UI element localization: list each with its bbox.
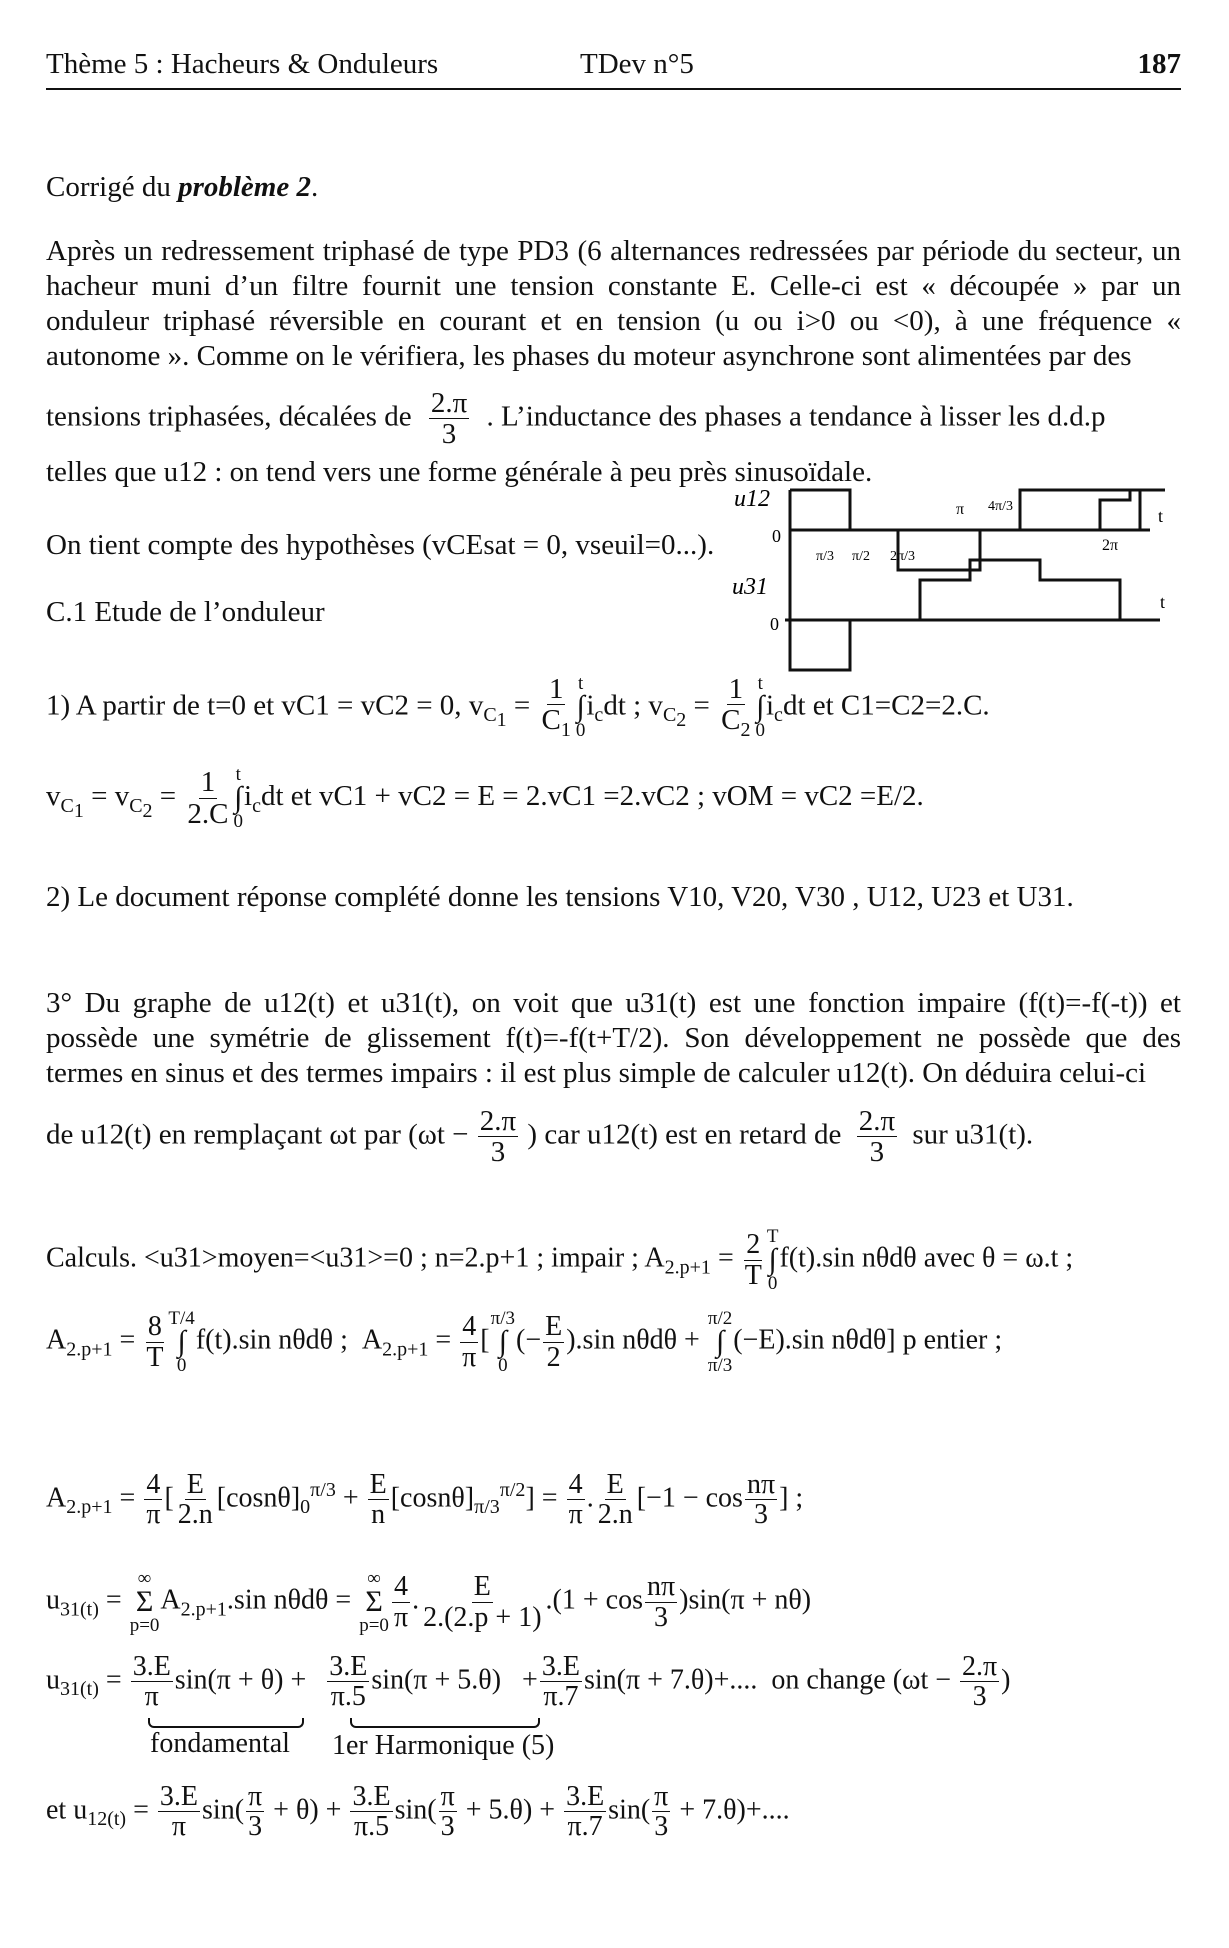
- fraction: [596, 1470, 635, 1530]
- fraction: [327, 1652, 369, 1712]
- frac-den: π.5: [330, 1681, 366, 1713]
- corrige-emph: problème 2: [178, 171, 311, 203]
- fraction: [567, 1470, 585, 1530]
- frac-den: 3: [248, 1811, 263, 1843]
- frac-den: π: [462, 1341, 477, 1373]
- header-center: TDev n°5: [580, 48, 694, 80]
- fraction: [719, 674, 752, 741]
- fraction: [540, 1652, 582, 1712]
- integral: [708, 1310, 732, 1375]
- int-lower: 0: [767, 1272, 778, 1294]
- int-upper: t: [577, 673, 584, 695]
- label-fondamental: fondamental: [150, 1728, 290, 1759]
- int-upper: π/2: [707, 1308, 733, 1329]
- integral: [755, 675, 765, 740]
- int-lower: 0: [755, 719, 765, 741]
- q3-line-last: [46, 1106, 1033, 1168]
- fraction: [439, 1782, 457, 1842]
- sketch-u31-label: u31: [732, 574, 768, 600]
- q3-text-b2: ) car u12(t) est en retard de: [527, 1118, 842, 1151]
- frac-num: 4: [146, 1469, 161, 1500]
- frac-num: 4: [462, 1311, 477, 1343]
- sum-sign: Σ: [365, 1585, 383, 1619]
- sketch-pi: π: [956, 501, 965, 518]
- calc-on-change: on change (ωt −: [771, 1664, 952, 1696]
- int-lower: 0: [176, 1354, 187, 1376]
- fraction: [392, 1572, 410, 1632]
- sketch-u12-label: u12: [734, 486, 770, 512]
- frac-num: π: [440, 1781, 455, 1812]
- frac-den: 2.n: [177, 1499, 213, 1531]
- frac-den: π.5: [353, 1811, 390, 1843]
- fraction: [857, 1106, 897, 1168]
- fraction: [745, 1470, 777, 1530]
- frac-num: 4: [394, 1571, 408, 1603]
- int-upper: t: [757, 673, 763, 695]
- intro-dephasage-text: tensions triphasées, décalées de: [46, 400, 412, 433]
- fraction: [176, 1470, 215, 1530]
- frac-num: 1: [728, 673, 744, 705]
- sketch-pi3: π/3: [816, 549, 834, 564]
- frac-num: nπ: [746, 1469, 776, 1500]
- fraction: [743, 1230, 764, 1290]
- sum-lower: p=0: [359, 1614, 389, 1636]
- sum-sign: Σ: [135, 1585, 154, 1619]
- frac-den: 3: [490, 1136, 506, 1169]
- header-left: Thème 5 : Hacheurs & Onduleurs: [46, 48, 439, 80]
- frac-den: π: [144, 1681, 159, 1713]
- sum-upper: ∞: [137, 1568, 152, 1589]
- int-sign: ∫: [498, 1325, 507, 1359]
- frac-den: 3: [972, 1681, 987, 1713]
- fraction: [960, 1652, 999, 1712]
- frac-den: 2.C: [187, 797, 229, 830]
- frac-den: 2: [546, 1341, 561, 1373]
- int-sign: ∫: [768, 1243, 777, 1277]
- corrige-prefix: Corrigé du: [46, 171, 179, 203]
- frac-num: 1: [548, 673, 564, 705]
- intro-line-dephasage: [46, 388, 1106, 450]
- frac-den: π: [568, 1499, 583, 1531]
- int-sign: ∫: [756, 690, 765, 724]
- int-upper: T/4: [168, 1308, 195, 1329]
- frac-num: E: [473, 1571, 491, 1603]
- fraction: [421, 1572, 543, 1632]
- fraction: [246, 1782, 264, 1842]
- fraction: [158, 1782, 200, 1842]
- q1-line2: $v_{C_1} = v_{C_2}$ = $\frac{1}{2.C}$ t ∫ 0 $i_cdt$ et vC1 + vC2 = E = 2.vC1 =2.vC2 ; vOM = vC2 =E/2.: [46, 764, 924, 832]
- sketch-2pi: 2π: [1102, 537, 1119, 554]
- frac-num: 3.E: [566, 1781, 605, 1812]
- q2-text: 2) Le document réponse complété donne les tensions V10, V20, V30 , U12, U23 et U31.: [46, 881, 1074, 913]
- frac-num: E: [606, 1469, 624, 1500]
- sketch-t-bottom: t: [1160, 592, 1166, 612]
- frac-num: 2.π: [479, 1105, 517, 1137]
- u12-tail: [1100, 490, 1165, 530]
- int-sign: ∫: [177, 1325, 186, 1359]
- frac-num: 4: [568, 1469, 583, 1500]
- frac-num: 2.π: [858, 1105, 896, 1137]
- calc-line4: $u_{31(t)}$ = ∞ Σ p=0 $A_{2.p+1}.\sin$ nθdθ = ∞ Σ p=0 $\frac{4}{\pi}$ . $\frac{E}{2.(2.p + 1)}$ .(1 + cos $\frac{n\pi}{3}$ )sin(π + nθ): [46, 1568, 812, 1636]
- frac-den: 3: [654, 1811, 669, 1843]
- header: [46, 44, 1181, 90]
- fraction: [652, 1782, 670, 1842]
- hypotheses: On tient compte des hypothèses (vCEsat = 0, vseuil=0...).: [46, 529, 715, 561]
- calc-line3: $A_{2.p+1}$ = $\frac{4}{\pi}$ [ $\frac{E}{2.n}$ $[\cos n\theta]_0^{\pi/3}$ + $\frac{E}{n}$ $[\cos n\theta]_{\pi/3}^{\pi/2}$] = $\frac{4}{\pi}$ . $\frac{E}{2.n}$ [−1 − cos $\frac{n\pi}{3}$ ] ;: [46, 1469, 804, 1531]
- calc-mean: <u31>moyen=<u31>=0 ; n=2.p+1 ; impair ;: [144, 1242, 639, 1274]
- int-upper: π/3: [490, 1308, 515, 1329]
- frac-num: E: [545, 1311, 563, 1343]
- q1-line1-text: 1) A partir de t=0 et vC1 = vC2 = 0,: [46, 689, 462, 722]
- frac-num: 8: [147, 1311, 162, 1343]
- fraction: [144, 1312, 165, 1372]
- q3-text-b3: sur u31(t).: [912, 1118, 1034, 1151]
- integral: [168, 1310, 194, 1375]
- fraction: [564, 1782, 606, 1842]
- fraction: [131, 1652, 173, 1712]
- intro-line-sinus: telles que u12 : on tend vers une forme générale à peu près sinusoïdale.: [46, 456, 873, 488]
- frac-den: 2.(2.p + 1): [423, 1601, 542, 1633]
- int-sign: ∫: [715, 1325, 725, 1359]
- int-lower: 0: [498, 1354, 508, 1376]
- fraction: [350, 1782, 392, 1842]
- frac-den: 2.n: [597, 1499, 633, 1531]
- int-lower: 0: [233, 810, 243, 832]
- calc-pentier: p entier ;: [902, 1324, 1003, 1356]
- frac-num: 3.E: [329, 1651, 368, 1682]
- int-lower: π/3: [707, 1354, 733, 1376]
- frac-den: 3: [441, 418, 457, 451]
- sum-lower: p=0: [129, 1614, 160, 1636]
- int-lower: 0: [575, 719, 586, 741]
- calc-et: et: [46, 1794, 67, 1826]
- frac-den: T: [146, 1341, 164, 1373]
- frac-den: n: [371, 1499, 386, 1531]
- sum-upper: ∞: [367, 1568, 381, 1589]
- u31-waveform: [790, 560, 1120, 670]
- frac-den: 3: [440, 1811, 455, 1843]
- frac-num: π: [248, 1781, 263, 1812]
- integral: [767, 1228, 779, 1293]
- int-sign: ∫: [234, 781, 243, 815]
- integral: [234, 766, 244, 831]
- fraction: [645, 1572, 677, 1632]
- sketch-t-top: t: [1158, 506, 1164, 526]
- int-upper: T: [766, 1226, 779, 1247]
- calc-line2: $A_{2.p+1}$ = $\frac{8}{T}$ T/4 ∫ 0 f(t).sin nθdθ ; $A_{2.p+1}$ = $\frac{4}{\pi}$ [ π/3 ∫ 0 (− $\frac{E}{2}$ ).sin nθdθ + π/2 ∫ π/3 (−E).sin nθdθ] p entier ;: [46, 1308, 1003, 1376]
- corrige-suffix: .: [311, 171, 319, 203]
- integral: [491, 1310, 515, 1375]
- frac-num: E: [369, 1469, 387, 1500]
- sketch-pi2: π/2: [852, 549, 870, 564]
- frac-num: 2.π: [962, 1651, 998, 1682]
- calc-avec: avec θ = ω.t ;: [923, 1242, 1074, 1274]
- fraction: [185, 767, 230, 829]
- frac-den: T: [744, 1259, 762, 1291]
- integral: [576, 675, 586, 740]
- fraction: [460, 1312, 478, 1372]
- summation: [130, 1570, 160, 1635]
- frac-num: 3.E: [159, 1781, 199, 1812]
- frac-num: 3.E: [352, 1781, 391, 1812]
- fraction: [368, 1470, 389, 1530]
- frac-num: 2.π: [430, 387, 468, 419]
- frac-den: π: [393, 1601, 409, 1633]
- sketch-4pi3: 4π/3: [988, 499, 1013, 514]
- brace-fondamental: [148, 1718, 304, 1728]
- calc-line1: Calculs. <u31>moyen=<u31>=0 ; n=2.p+1 ; impair ; $A_{2.p+1}$ = $\frac{2}{T}$ T ∫ 0 f(t).sin nθdθ avec θ = ω.t ;: [46, 1226, 1074, 1294]
- corrige-title: [46, 170, 318, 205]
- frac-den: $C_2$: [721, 704, 751, 742]
- frac-den: 3: [869, 1136, 885, 1169]
- int-sign: ∫: [576, 690, 585, 724]
- calc-line5: $u_{31(t)}$ = $\frac{3.E}{\pi}$ sin(π + θ) + $\frac{3.E}{\pi.5}$ sin(π + 5.θ) + $\frac{3.E}{\pi.7}$ sin(π + 7.θ)+.... on change (ωt − $\frac{2.\pi}{3}$ ): [46, 1651, 1011, 1713]
- frac-den: 3: [654, 1601, 669, 1633]
- summation: [359, 1570, 389, 1635]
- fraction: [478, 1106, 518, 1168]
- q1-line1-capacities: et C1=C2=2.C.: [812, 689, 990, 722]
- waveform-sketch: [720, 470, 1180, 680]
- frac-den: $C_1$: [541, 704, 571, 742]
- intro-inductance-text: . L’inductance des phases a tendance à lisser les d.d.p: [486, 400, 1106, 433]
- frac-den: π.7: [543, 1681, 579, 1713]
- sketch-2pi3: 2π/3: [890, 549, 915, 564]
- label-harmonique: 1er Harmonique (5): [332, 1730, 555, 1761]
- q3-text: 3° Du graphe de u12(t) et u31(t), on voit que u31(t) est une fonction impaire (f(t)=-f(-t)) et possède une symétrie de glissement f(t)=-f(t+T/2). Son développement ne possède que des termes en sinus et des termes impairs : il est plus simple de calculer u12(t). On déduira celui-ci: [46, 987, 1181, 1089]
- frac-num: 3.E: [541, 1651, 580, 1682]
- frac-num: E: [186, 1469, 204, 1500]
- frac-den: 3: [754, 1499, 768, 1531]
- intro-paragraph: Après un redressement triphasé de type PD3 (6 alternances redressées par période du secteur, un hacheur muni d’un filtre fournit une tension constante E. Celle-ci est « découpée » par un onduleur triphasé réversible en courant et en tension (u ou i>0 ou <0), à une fréquence « autonome ». Comme on le vérifiera, les phases du moteur asynchrone sont alimentées par des: [46, 235, 1181, 372]
- frac-num: nπ: [646, 1571, 676, 1603]
- frac-num: π: [654, 1781, 669, 1812]
- sketch-zero-top: 0: [772, 526, 781, 546]
- frac-num: 2: [746, 1229, 761, 1261]
- q3-text-b1: de u12(t) en remplaçant ωt par (ωt −: [46, 1118, 469, 1151]
- frac-num: 3.E: [132, 1651, 171, 1682]
- sketch-zero-bottom: 0: [770, 614, 779, 634]
- frac-den: π: [171, 1811, 187, 1843]
- page-number: 187: [1137, 48, 1181, 80]
- frac-num: 1: [200, 766, 216, 799]
- brace-harmonique: [350, 1718, 540, 1728]
- fraction: [144, 1470, 162, 1530]
- section-title: C.1 Etude de l’onduleur: [46, 596, 325, 628]
- frac-den: π.7: [567, 1811, 603, 1843]
- q1-line1: 1) A partir de t=0 et vC1 = vC2 = 0, $v_{C_1}$ = $\frac{1}{C_1}$ t ∫ 0 $i_cdt$ ; $v_{C_2}$ = $\frac{1}{C_2}$ t ∫ 0 $i_cdt$ et C1=C2=2.C.: [46, 673, 990, 742]
- calc-line6: et $u_{12(t)}$ = $\frac{3.E}{\pi}$ sin( $\frac{\pi}{3}$ + θ) + $\frac{3.E}{\pi.5}$ sin( $\frac{\pi}{3}$ + 5.θ) + $\frac{3.E}{\pi.7}$ sin( $\frac{\pi}{3}$ + 7.θ)+....: [46, 1781, 790, 1843]
- fraction: [429, 388, 469, 450]
- frac-den: π: [146, 1499, 161, 1531]
- int-upper: t: [235, 764, 241, 785]
- fraction: [543, 1312, 564, 1372]
- fraction: [540, 674, 573, 741]
- calc-label: Calculs.: [46, 1242, 137, 1274]
- q1-line2-text: et vC1 + vC2 = E = 2.vC1 =2.vC2 ; vOM = vC2 =E/2.: [290, 779, 924, 812]
